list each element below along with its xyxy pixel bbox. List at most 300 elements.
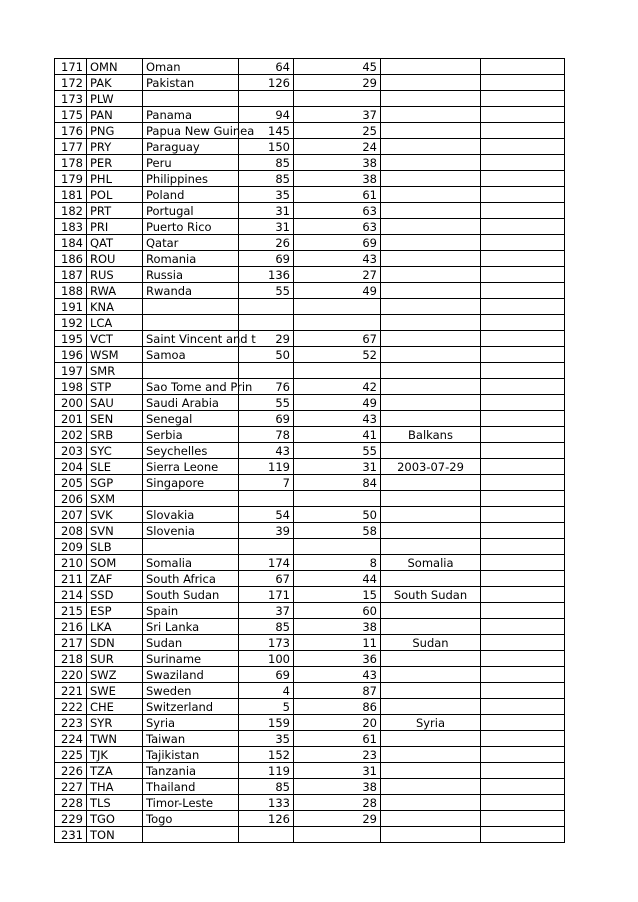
note-cell — [381, 299, 481, 315]
table-row — [55, 555, 565, 571]
value-rank: 126 — [239, 75, 294, 91]
value-rank: 35 — [239, 731, 294, 747]
value-score: 61 — [294, 187, 381, 203]
row-number: 197 — [55, 363, 87, 379]
table-row — [55, 779, 565, 795]
value-rank: 69 — [239, 251, 294, 267]
note-cell — [381, 379, 481, 395]
data-table — [54, 58, 565, 843]
country-code: PLW — [87, 91, 143, 107]
empty-cell — [481, 267, 565, 283]
country-name: South Africa — [143, 571, 239, 587]
country-name — [143, 91, 239, 107]
country-name: Peru — [143, 155, 239, 171]
empty-cell — [481, 779, 565, 795]
row-number: 178 — [55, 155, 87, 171]
row-number: 215 — [55, 603, 87, 619]
empty-cell — [481, 507, 565, 523]
note-cell — [381, 331, 481, 347]
table-row — [55, 491, 565, 507]
table-row — [55, 667, 565, 683]
note-cell — [381, 107, 481, 123]
empty-cell — [481, 763, 565, 779]
value-score: 55 — [294, 443, 381, 459]
value-score: 11 — [294, 635, 381, 651]
value-rank: 85 — [239, 171, 294, 187]
value-score — [294, 491, 381, 507]
country-code: SOM — [87, 555, 143, 571]
table-row — [55, 251, 565, 267]
row-number: 216 — [55, 619, 87, 635]
country-code: TLS — [87, 795, 143, 811]
row-number: 196 — [55, 347, 87, 363]
country-name: Somalia — [143, 555, 239, 571]
country-code: PER — [87, 155, 143, 171]
value-rank: 54 — [239, 507, 294, 523]
country-code: SEN — [87, 411, 143, 427]
note-cell — [381, 75, 481, 91]
value-score: 41 — [294, 427, 381, 443]
value-rank: 85 — [239, 619, 294, 635]
empty-cell — [481, 459, 565, 475]
row-number: 209 — [55, 539, 87, 555]
value-rank — [239, 827, 294, 843]
country-code: LCA — [87, 315, 143, 331]
country-code: LKA — [87, 619, 143, 635]
note-cell — [381, 347, 481, 363]
country-code: SVN — [87, 523, 143, 539]
row-number: 228 — [55, 795, 87, 811]
value-score: 25 — [294, 123, 381, 139]
country-name: Panama — [143, 107, 239, 123]
table-row — [55, 155, 565, 171]
note-cell — [381, 251, 481, 267]
table-row — [55, 651, 565, 667]
row-number: 218 — [55, 651, 87, 667]
country-name — [143, 363, 239, 379]
empty-cell — [481, 155, 565, 171]
empty-cell — [481, 443, 565, 459]
value-score — [294, 91, 381, 107]
row-number: 226 — [55, 763, 87, 779]
country-name: South Sudan — [143, 587, 239, 603]
table-row — [55, 91, 565, 107]
note-cell — [381, 699, 481, 715]
value-rank: 55 — [239, 283, 294, 299]
value-rank: 31 — [239, 203, 294, 219]
empty-cell — [481, 219, 565, 235]
country-code: SDN — [87, 635, 143, 651]
value-rank: 5 — [239, 699, 294, 715]
value-rank — [239, 91, 294, 107]
country-code: PAK — [87, 75, 143, 91]
country-code: ESP — [87, 603, 143, 619]
value-rank: 145 — [239, 123, 294, 139]
row-number: 177 — [55, 139, 87, 155]
country-code: QAT — [87, 235, 143, 251]
value-rank: 64 — [239, 59, 294, 75]
table-row — [55, 219, 565, 235]
row-number: 225 — [55, 747, 87, 763]
row-number: 173 — [55, 91, 87, 107]
empty-cell — [481, 747, 565, 763]
value-score: 28 — [294, 795, 381, 811]
note-cell — [381, 619, 481, 635]
value-rank: 174 — [239, 555, 294, 571]
value-score — [294, 315, 381, 331]
row-number: 202 — [55, 427, 87, 443]
value-rank: 35 — [239, 187, 294, 203]
value-rank: 55 — [239, 395, 294, 411]
country-name: Romania — [143, 251, 239, 267]
country-code: PAN — [87, 107, 143, 123]
row-number: 203 — [55, 443, 87, 459]
table-row — [55, 331, 565, 347]
empty-cell — [481, 427, 565, 443]
country-code: PRY — [87, 139, 143, 155]
note-cell — [381, 795, 481, 811]
value-score: 49 — [294, 395, 381, 411]
country-name: Switzerland — [143, 699, 239, 715]
note-cell — [381, 363, 481, 379]
table-row — [55, 59, 565, 75]
value-score: 44 — [294, 571, 381, 587]
table-row — [55, 587, 565, 603]
value-score: 43 — [294, 411, 381, 427]
country-name — [143, 299, 239, 315]
empty-cell — [481, 315, 565, 331]
note-cell — [381, 731, 481, 747]
value-rank: 29 — [239, 331, 294, 347]
value-rank: 85 — [239, 155, 294, 171]
country-code: SXM — [87, 491, 143, 507]
row-number: 172 — [55, 75, 87, 91]
country-name: Suriname — [143, 651, 239, 667]
country-code: RWA — [87, 283, 143, 299]
note-cell: 2003-07-29 — [381, 459, 481, 475]
value-score: 31 — [294, 459, 381, 475]
empty-cell — [481, 795, 565, 811]
country-code: WSM — [87, 347, 143, 363]
empty-cell — [481, 283, 565, 299]
empty-cell — [481, 635, 565, 651]
country-code: PRT — [87, 203, 143, 219]
note-cell — [381, 171, 481, 187]
row-number: 187 — [55, 267, 87, 283]
value-rank: 133 — [239, 795, 294, 811]
table-row — [55, 363, 565, 379]
note-cell — [381, 507, 481, 523]
country-code: CHE — [87, 699, 143, 715]
empty-cell — [481, 395, 565, 411]
row-number: 183 — [55, 219, 87, 235]
table-row — [55, 731, 565, 747]
row-number: 207 — [55, 507, 87, 523]
country-code: SRB — [87, 427, 143, 443]
country-code: THA — [87, 779, 143, 795]
value-rank: 39 — [239, 523, 294, 539]
country-name: Singapore — [143, 475, 239, 491]
note-cell: Syria — [381, 715, 481, 731]
empty-cell — [481, 651, 565, 667]
note-cell — [381, 747, 481, 763]
empty-cell — [481, 91, 565, 107]
country-name: Serbia — [143, 427, 239, 443]
table-row — [55, 411, 565, 427]
value-score — [294, 827, 381, 843]
note-cell — [381, 315, 481, 331]
table-row — [55, 763, 565, 779]
table-row — [55, 715, 565, 731]
row-number: 204 — [55, 459, 87, 475]
table-row — [55, 107, 565, 123]
row-number: 191 — [55, 299, 87, 315]
empty-cell — [481, 187, 565, 203]
value-score — [294, 299, 381, 315]
table-row — [55, 379, 565, 395]
row-number: 171 — [55, 59, 87, 75]
value-score: 38 — [294, 779, 381, 795]
country-name: Tanzania — [143, 763, 239, 779]
note-cell — [381, 91, 481, 107]
value-score: 63 — [294, 203, 381, 219]
note-cell — [381, 123, 481, 139]
row-number: 227 — [55, 779, 87, 795]
empty-cell — [481, 139, 565, 155]
table-row — [55, 635, 565, 651]
value-score: 52 — [294, 347, 381, 363]
note-cell — [381, 395, 481, 411]
value-rank: 31 — [239, 219, 294, 235]
empty-cell — [481, 491, 565, 507]
empty-cell — [481, 811, 565, 827]
note-cell — [381, 59, 481, 75]
note-cell — [381, 219, 481, 235]
value-rank: 119 — [239, 763, 294, 779]
empty-cell — [481, 699, 565, 715]
note-cell: Sudan — [381, 635, 481, 651]
empty-cell — [481, 731, 565, 747]
table-row — [55, 571, 565, 587]
value-rank: 50 — [239, 347, 294, 363]
country-code: SAU — [87, 395, 143, 411]
country-name: Spain — [143, 603, 239, 619]
value-rank: 94 — [239, 107, 294, 123]
country-name: Philippines — [143, 171, 239, 187]
row-number: 211 — [55, 571, 87, 587]
table-row — [55, 315, 565, 331]
value-score: 15 — [294, 587, 381, 603]
value-score: 60 — [294, 603, 381, 619]
value-score: 86 — [294, 699, 381, 715]
row-number: 210 — [55, 555, 87, 571]
country-code: SMR — [87, 363, 143, 379]
country-name: Tajikistan — [143, 747, 239, 763]
value-rank — [239, 363, 294, 379]
country-code: ROU — [87, 251, 143, 267]
empty-cell — [481, 251, 565, 267]
value-rank: 69 — [239, 411, 294, 427]
empty-cell — [481, 715, 565, 731]
note-cell — [381, 651, 481, 667]
empty-cell — [481, 619, 565, 635]
country-name: Portugal — [143, 203, 239, 219]
table-row — [55, 539, 565, 555]
country-name — [143, 315, 239, 331]
country-name: Puerto Rico — [143, 219, 239, 235]
empty-cell — [481, 603, 565, 619]
country-name — [143, 539, 239, 555]
row-number: 181 — [55, 187, 87, 203]
row-number: 176 — [55, 123, 87, 139]
country-name: Saint Vincent and t — [143, 331, 239, 347]
table-row — [55, 523, 565, 539]
country-code: SWE — [87, 683, 143, 699]
value-rank: 78 — [239, 427, 294, 443]
empty-cell — [481, 587, 565, 603]
table-row — [55, 427, 565, 443]
country-name: Sao Tome and Prin — [143, 379, 239, 395]
row-number: 205 — [55, 475, 87, 491]
country-code: SVK — [87, 507, 143, 523]
value-score: 38 — [294, 619, 381, 635]
value-score: 31 — [294, 763, 381, 779]
note-cell: Somalia — [381, 555, 481, 571]
row-number: 195 — [55, 331, 87, 347]
note-cell — [381, 187, 481, 203]
value-rank: 43 — [239, 443, 294, 459]
table-row — [55, 795, 565, 811]
note-cell — [381, 523, 481, 539]
row-number: 229 — [55, 811, 87, 827]
value-score: 87 — [294, 683, 381, 699]
value-score: 24 — [294, 139, 381, 155]
note-cell — [381, 443, 481, 459]
country-name — [143, 491, 239, 507]
country-name: Togo — [143, 811, 239, 827]
country-code: SYC — [87, 443, 143, 459]
value-rank: 67 — [239, 571, 294, 587]
empty-cell — [481, 827, 565, 843]
table-row — [55, 747, 565, 763]
note-cell — [381, 779, 481, 795]
value-rank: 85 — [239, 779, 294, 795]
value-score: 20 — [294, 715, 381, 731]
table-row — [55, 699, 565, 715]
table-row — [55, 283, 565, 299]
row-number: 200 — [55, 395, 87, 411]
table-row — [55, 171, 565, 187]
country-name — [143, 827, 239, 843]
note-cell — [381, 235, 481, 251]
country-name: Swaziland — [143, 667, 239, 683]
table-row — [55, 347, 565, 363]
country-code: TZA — [87, 763, 143, 779]
row-number: 175 — [55, 107, 87, 123]
note-cell — [381, 475, 481, 491]
table-row — [55, 203, 565, 219]
country-name: Syria — [143, 715, 239, 731]
country-code: TON — [87, 827, 143, 843]
table-body — [55, 59, 565, 843]
country-name: Poland — [143, 187, 239, 203]
country-code: SUR — [87, 651, 143, 667]
country-name: Sri Lanka — [143, 619, 239, 635]
country-name: Russia — [143, 267, 239, 283]
value-rank — [239, 315, 294, 331]
empty-cell — [481, 59, 565, 75]
row-number: 221 — [55, 683, 87, 699]
value-score: 37 — [294, 107, 381, 123]
row-number: 188 — [55, 283, 87, 299]
empty-cell — [481, 171, 565, 187]
value-score: 69 — [294, 235, 381, 251]
value-rank — [239, 491, 294, 507]
table-row — [55, 811, 565, 827]
empty-cell — [481, 667, 565, 683]
table-row — [55, 299, 565, 315]
value-rank: 4 — [239, 683, 294, 699]
country-name: Saudi Arabia — [143, 395, 239, 411]
country-code: VCT — [87, 331, 143, 347]
note-cell — [381, 811, 481, 827]
value-score: 8 — [294, 555, 381, 571]
row-number: 186 — [55, 251, 87, 267]
row-number: 206 — [55, 491, 87, 507]
value-rank: 150 — [239, 139, 294, 155]
row-number: 179 — [55, 171, 87, 187]
country-code: SLE — [87, 459, 143, 475]
table-row — [55, 619, 565, 635]
empty-cell — [481, 235, 565, 251]
value-score: 61 — [294, 731, 381, 747]
row-number: 222 — [55, 699, 87, 715]
empty-cell — [481, 523, 565, 539]
empty-cell — [481, 347, 565, 363]
country-name: Senegal — [143, 411, 239, 427]
value-score: 50 — [294, 507, 381, 523]
row-number: 231 — [55, 827, 87, 843]
empty-cell — [481, 299, 565, 315]
row-number: 217 — [55, 635, 87, 651]
value-rank: 76 — [239, 379, 294, 395]
country-code: SSD — [87, 587, 143, 603]
value-score: 63 — [294, 219, 381, 235]
country-name: Paraguay — [143, 139, 239, 155]
value-score — [294, 363, 381, 379]
value-rank: 171 — [239, 587, 294, 603]
country-name: Slovakia — [143, 507, 239, 523]
value-rank: 136 — [239, 267, 294, 283]
country-code: SLB — [87, 539, 143, 555]
table-row — [55, 827, 565, 843]
empty-cell — [481, 683, 565, 699]
country-code: SYR — [87, 715, 143, 731]
country-name: Rwanda — [143, 283, 239, 299]
value-rank: 7 — [239, 475, 294, 491]
country-code: KNA — [87, 299, 143, 315]
table-row — [55, 75, 565, 91]
table-row — [55, 395, 565, 411]
value-score: 49 — [294, 283, 381, 299]
value-rank — [239, 539, 294, 555]
note-cell — [381, 667, 481, 683]
value-score: 43 — [294, 251, 381, 267]
value-rank: 119 — [239, 459, 294, 475]
empty-cell — [481, 107, 565, 123]
table-row — [55, 187, 565, 203]
note-cell — [381, 155, 481, 171]
